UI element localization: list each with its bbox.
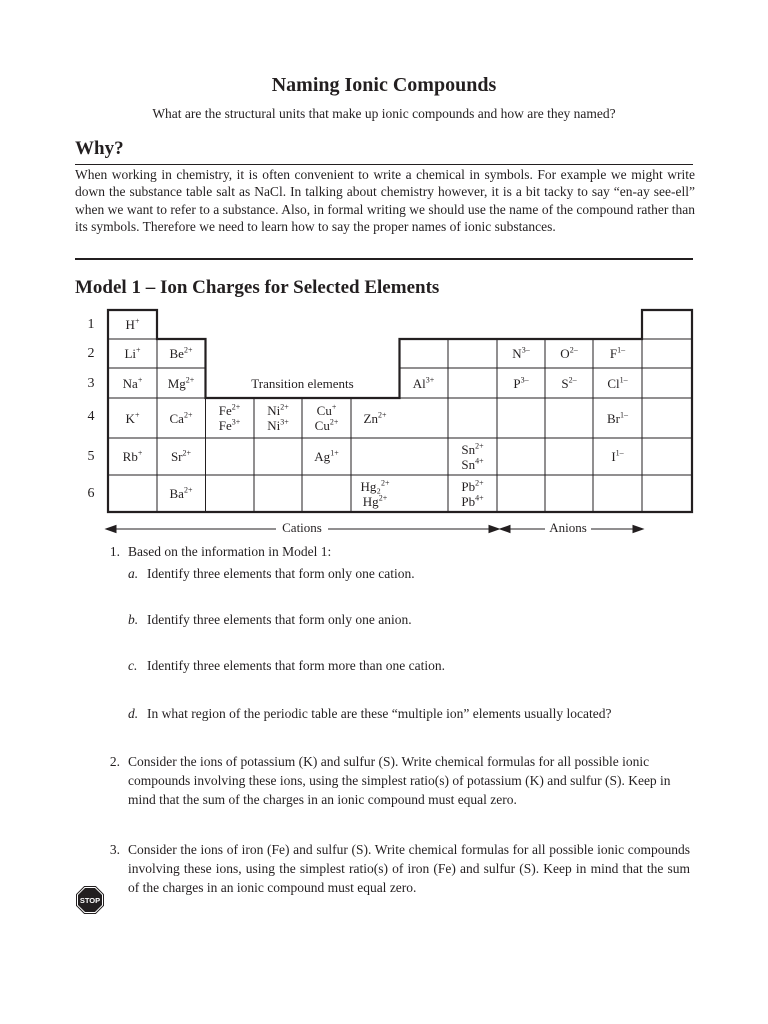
ion-charge: 1– [620,410,628,420]
cations-label: Cations [282,520,322,535]
cell-ca [157,398,205,438]
cell-zn [351,398,399,438]
ion-charge: + [134,410,140,420]
ion-label: $Fe^{3+}$ [218,417,241,433]
ion-label: K+ [125,410,140,426]
ion-charge: 4+ [475,456,484,466]
ion-charge: 1– [617,345,626,355]
cell-ag [302,438,351,475]
cell-n [497,339,545,368]
ion-charge: 2+ [475,441,484,451]
question-3-text: Consider the ions of iron (Fe) and sulfur (S). Write chemical formulas for all possible ionic compounds involving these ions, using the simplest ratio(s) of iron (Fe) and sulfur (S). Keep in mind that the sum of the charges in an ionic compound must equal zero. [128,842,690,895]
page-subtitle: What are the structural units that make up ionic compounds and how are they named? [152,106,616,121]
ion-label: $Be^{2+}$ [169,345,193,361]
row-number: 6 [87,486,95,501]
transition-elements-label [205,368,400,398]
ion-charge: 2+ [329,417,339,427]
ion-label: $Ba^{2+}$ [169,485,193,501]
question-1b-text: Identify three elements that form only one anion. [147,612,412,627]
question-1-number: 1. [109,544,120,559]
why-paragraph: When working in chemistry, it is often convenient to write a chemical in symbols. For example we might write down the substance table salt as NaCl. In talking about chemistry however, it is a bit tacky to say “en-ay see-ell” when we want to refer to a substance. Also, in formal writing we should use the name of the compound rather than its symbols. Therefore we need to learn how to say the proper names of ionic substances. [75,167,695,234]
ion-label: $Zn^{2+}$ [363,410,387,426]
cell-k [108,398,157,438]
ion-charge: 2+ [231,402,241,412]
transition-label-text: Transition elements [251,375,354,391]
ion-label: $S^{2-}$ [561,375,577,391]
why-heading: Why? [75,138,124,159]
ion-label: Cu+ [316,402,337,418]
cell-h [108,310,157,339]
ion-label: $Ni^{2+}$ [267,402,289,418]
ion-charge: 2+ [280,402,289,412]
ion-label: $Cu^{2+}$ [314,417,339,433]
cations-anions-arrows [0,520,768,538]
ion-label: $I^{1-}$ [611,448,624,464]
ion-label: Rb+ [122,448,143,464]
ion-charge: 2+ [475,478,484,488]
ion-charge: 3+ [231,417,241,427]
ion-label: $Br^{1-}$ [607,410,628,426]
cell-cl [593,368,642,398]
cell-p [497,368,545,398]
page-title: Naming Ionic Compounds [271,74,497,96]
ion-label: Li+ [124,345,141,361]
ion-label: $Ca^{2+}$ [169,410,193,426]
stop-sign-icon [76,886,104,914]
cell-cu [302,398,351,438]
model1-heading: Model 1 – Ion Charges for Selected Elements [75,277,440,298]
ion-charge: 1+ [330,448,339,458]
cell-fe [205,398,254,438]
ion-label: $Sr^{2+}$ [170,448,192,464]
question-3-number: 3. [109,842,120,857]
ion-charge: 2– [569,345,578,355]
cell-o [545,339,593,368]
row-number: 2 [87,346,95,361]
ion-charge: 2+ [377,410,387,420]
cell-f [593,339,642,368]
ion-charge: + [331,402,337,412]
question-1d-text: In what region of the periodic table are these “multiple ion” elements usually located? [147,706,612,721]
ion-charge: 2– [568,375,577,385]
cell-i [593,438,642,475]
ion-label: H+ [125,316,140,332]
ion-charge: 2+ [183,485,193,495]
ion-label: Na+ [122,375,143,391]
ion-label: $Pb^{4+}$ [461,493,484,509]
ion-charge: 2+ [378,493,388,503]
ion-label: $Al^{3+}$ [412,375,435,391]
question-2-number: 2. [109,754,120,769]
row-number: 1 [87,317,95,332]
ion-charge: 3– [520,375,529,385]
question-1a-text: Identify three elements that form only one cation. [147,566,415,581]
anions-label: Anions [549,520,587,535]
ion-charge: 2+ [183,410,193,420]
ion-charge: + [134,316,140,326]
ion-label: $O^{2-}$ [560,345,578,361]
cell-al [399,368,448,398]
cell-pb [448,475,497,512]
cell-rb [108,438,157,475]
question-1a-letter: a. [128,566,139,581]
ion-charge: 1– [619,375,628,385]
ion-label: $Fe^{2+}$ [218,402,241,418]
ion-charge: + [137,375,143,385]
cell-ba [157,475,205,512]
ion-label: $Hg^{2+}$ [362,493,388,509]
cell-li [108,339,157,368]
cell-mg [157,368,205,398]
ion-charge: 3+ [425,375,435,385]
ion-label: $Mg^{2+}$ [167,375,195,391]
ion-label: $Sn^{4+}$ [461,456,484,472]
ion-label: $Ag^{1+}$ [314,448,339,464]
ion-charge: + [137,448,143,458]
question-2-text: Consider the ions of potassium (K) and sulfur (S). Write chemical formulas for all possible ionic compounds involving these ions, using the simplest ratio(s) of potassium (K) and sulfur (S). Keep in mind that the sum of the charges in an ionic compound must equal zero. [128,754,671,807]
ion-charge: 1– [615,448,624,458]
cell-ni [254,398,302,438]
stop-label: STOP [79,895,101,905]
cell-be [157,339,205,368]
ion-label: $Pb^{2+}$ [461,478,484,494]
cell-hg [351,475,399,512]
ion-charge: 4+ [475,493,484,503]
ion-label: $Ni^{3+}$ [267,417,289,433]
row-number: 3 [87,376,95,391]
question-1c-text: Identify three elements that form more than one cation. [147,658,446,673]
cell-na [108,368,157,398]
question-1-text: Based on the information in Model 1: [128,544,332,559]
ion-charge: + [136,345,141,355]
question-1d-letter: d. [128,706,139,721]
cell-sn [448,438,497,475]
question-1b-letter: b. [128,612,139,627]
ion-label: $P^{3-}$ [513,375,529,391]
ion-label: $F^{1-}$ [609,345,626,361]
cell-s [545,368,593,398]
ion-label: $N^{3-}$ [512,345,530,361]
ion-charge: 2+ [380,478,390,488]
row-number: 4 [87,409,95,424]
cell-sr [157,438,205,475]
question-1c-letter: c. [128,658,138,673]
ion-label: Hg₂$^{2+}$ [360,478,390,494]
ion-charge: 3– [521,345,530,355]
ion-charge: 2+ [182,448,192,458]
ion-label: $Sn^{2+}$ [461,441,484,457]
row-number: 5 [87,449,95,464]
ion-charge: 3+ [280,417,289,427]
ion-label: $Cl^{1-}$ [607,375,628,391]
ion-charge: 2+ [185,375,195,385]
cell-br [593,398,642,438]
ion-charge: 2+ [183,345,193,355]
